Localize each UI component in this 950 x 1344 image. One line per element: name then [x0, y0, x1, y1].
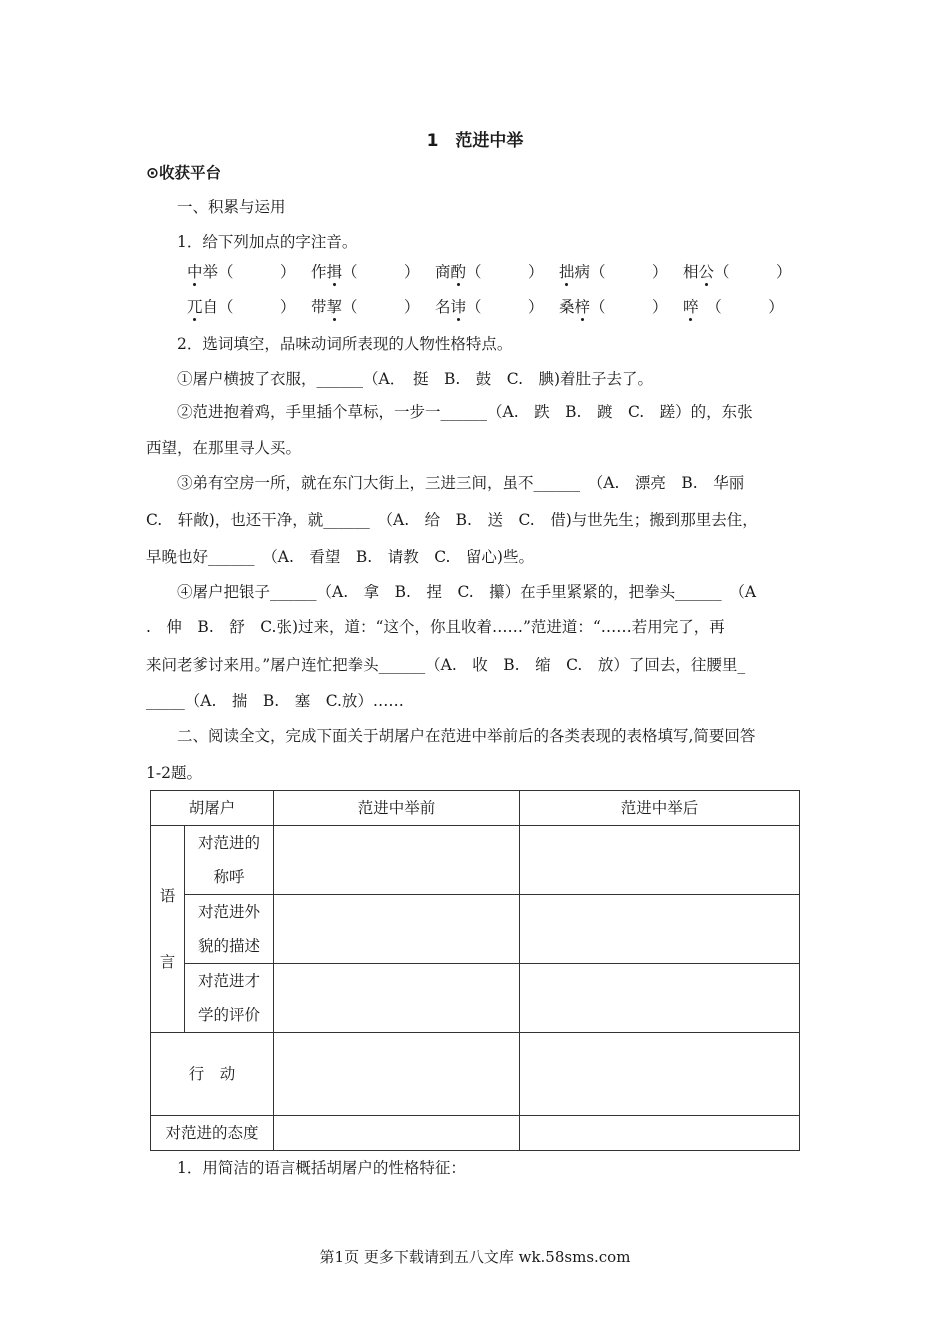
q1-prompt: 1．给下列加点的字注音。	[177, 233, 358, 251]
q2-line: 西望，在那里寻人买。	[146, 439, 302, 457]
row-label: 行 动	[151, 1033, 274, 1116]
part1-heading: 一、积累与运用	[177, 198, 286, 216]
page-title: 1 范进中举	[426, 131, 524, 151]
row-label: 对范进外 貌的描述	[185, 895, 274, 964]
answer-cell[interactable]	[274, 964, 520, 1033]
pinyin-item: 作揖（ ）	[311, 263, 420, 281]
answer-cell[interactable]	[520, 964, 800, 1033]
table-header-cell: 范进中举后	[520, 791, 800, 826]
language-group-cell: 语 言	[151, 826, 185, 1033]
row-label: 对范进的态度	[151, 1116, 274, 1151]
part2-heading-cont: 1-2题。	[146, 764, 202, 782]
pinyin-item: 名讳（ ）	[435, 298, 544, 316]
section-header: ⊙收获平台	[146, 164, 221, 182]
q2-line: 来问老爹讨来用。”屠户连忙把拳头______（A. 收 B. 缩 C. 放）了回去，往腰里_	[146, 656, 746, 674]
q2-line: 早晚也好______ （A. 看望 B. 请教 C. 留心)些。	[146, 548, 534, 566]
q2-line: ②范进抱着鸡，手里插个草标，一步一______（A. 跌 B. 踱 C. 蹉）的，东张	[177, 403, 753, 421]
answer-cell[interactable]	[274, 1033, 520, 1116]
answer-cell[interactable]	[520, 895, 800, 964]
pinyin-item: 拙病（ ）	[559, 263, 668, 281]
answer-cell[interactable]	[274, 826, 520, 895]
q2-line: . 伸 B. 舒 C.张)过来，道：“这个，你且收着……”范进道：“……若用完了，再	[146, 618, 725, 636]
table-row	[151, 826, 800, 895]
row-label: 对范进才 学的评价	[185, 964, 274, 1033]
table-row	[151, 1033, 800, 1116]
pinyin-row-1	[187, 260, 807, 282]
q2-line: _____（A. 揣 B. 塞 C.放）……	[146, 692, 404, 710]
table-header-cell: 胡屠户	[151, 791, 274, 826]
pinyin-item: 中举（ ）	[187, 263, 296, 281]
part2-heading: 二、阅读全文，完成下面关于胡屠户在范进中举前后的各类表现的表格填写,简要回答	[177, 727, 756, 745]
table-row	[151, 895, 800, 964]
answer-cell[interactable]	[274, 1116, 520, 1151]
answer-cell[interactable]	[274, 895, 520, 964]
pinyin-item: 桑梓（ ）	[559, 298, 668, 316]
answer-cell[interactable]	[520, 1116, 800, 1151]
pinyin-row-2	[187, 295, 807, 317]
pinyin-item: 相公（ ）	[683, 263, 792, 281]
answer-table	[150, 790, 800, 1151]
row-label: 对范进的 称呼	[185, 826, 274, 895]
answer-cell[interactable]	[520, 826, 800, 895]
q2-line: C. 轩敞)，也还干净，就______ （A. 给 B. 送 C. 借)与世先生；搬到那里去住，	[146, 511, 758, 529]
table-row	[151, 1116, 800, 1151]
pinyin-item: 带挈（ ）	[311, 298, 420, 316]
page-footer: 第1页 更多下载请到五八文库 wk.58sms.com	[319, 1248, 631, 1266]
followup-question: 1．用简洁的语言概括胡屠户的性格特征：	[177, 1159, 466, 1177]
q2-line: ④屠户把银子______（A. 拿 B. 捏 C. 攥）在手里紧紧的，把拳头______ （A	[177, 583, 757, 601]
table-header-cell: 范进中举前	[274, 791, 520, 826]
q2-line: ③弟有空房一所，就在东门大街上，三进三间，虽不______ （A. 漂亮 B. 华丽	[177, 474, 745, 492]
pinyin-item: 啐 （ ）	[683, 298, 784, 316]
q2-prompt: 2．选词填空，品味动词所表现的人物性格特点。	[177, 335, 513, 353]
table-row	[151, 964, 800, 1033]
table-header-row	[151, 791, 800, 826]
pinyin-item: 兀自（ ）	[187, 298, 296, 316]
answer-cell[interactable]	[520, 1033, 800, 1116]
pinyin-item: 商酌（ ）	[435, 263, 544, 281]
q2-line: ①屠户横披了衣服，______（A． 挺 B. 鼓 C. 腆)着肚子去了。	[177, 370, 654, 388]
